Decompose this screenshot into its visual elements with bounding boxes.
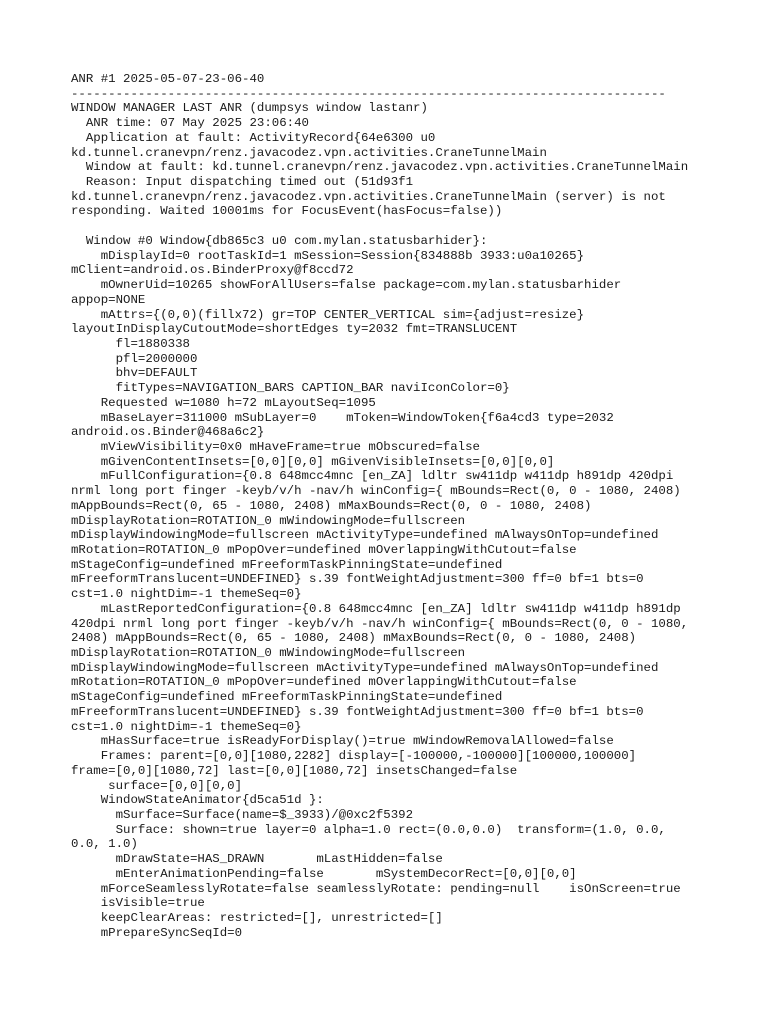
log-line: layoutInDisplayCutoutMode=shortEdges ty=2032 fmt=TRANSLUCENT (71, 322, 518, 337)
log-line: mSurface=Surface(name=$_3933)/@0xc2f5392 (71, 807, 414, 822)
log-line: isVisible=true (71, 896, 205, 911)
log-line: mEnterAnimationPending=false mSystemDecorRect=[0,0][0,0] (71, 866, 577, 881)
anr-log-document (71, 72, 761, 940)
log-line: mFullConfiguration={0.8 648mcc4mnc [en_ZA] ldltr sw411dp w411dp h891dp 420dpi (71, 469, 674, 484)
log-line: mAppBounds=Rect(0, 65 - 1080, 2408) mMaxBounds=Rect(0, 0 - 1080, 2408) (71, 498, 592, 513)
log-line: cst=1.0 nightDim=-1 themeSeq=0} (71, 719, 302, 734)
log-line: mForceSeamlesslyRotate=false seamlesslyRotate: pending=null isOnScreen=true (71, 881, 681, 896)
log-line: 420dpi nrml long port finger -keyb/v/h -nav/h winConfig={ mBounds=Rect(0, 0 - 1080, (71, 616, 689, 631)
log-line: 2408) mAppBounds=Rect(0, 65 - 1080, 2408) mMaxBounds=Rect(0, 0 - 1080, 2408) (71, 631, 637, 646)
log-line: Surface: shown=true layer=0 alpha=1.0 rect=(0.0,0.0) transform=(1.0, 0.0, (71, 822, 666, 837)
log-line: mClient=android.os.BinderProxy@f8ccd72 (71, 263, 354, 278)
log-line: pfl=2000000 (71, 351, 198, 366)
log-line: mOwnerUid=10265 showForAllUsers=false package=com.mylan.statusbarhider (71, 278, 622, 293)
log-line: android.os.Binder@468a6c2} (71, 425, 265, 440)
log-line: bhv=DEFAULT (71, 366, 198, 381)
log-line: mFreeformTranslucent=UNDEFINED} s.39 fontWeightAdjustment=300 ff=0 bf=1 bts=0 (71, 572, 644, 587)
log-line: mDisplayRotation=ROTATION_0 mWindowingMode=fullscreen (71, 513, 466, 528)
log-line: kd.tunnel.cranevpn/renz.javacodez.vpn.activities.CraneTunnelMain (71, 145, 547, 160)
log-line: surface=[0,0][0,0] (71, 778, 243, 793)
log-line: mDisplayWindowingMode=fullscreen mActivityType=undefined mAlwaysOnTop=undefined (71, 528, 659, 543)
log-line: mDisplayRotation=ROTATION_0 mWindowingMode=fullscreen (71, 646, 466, 661)
log-line: mFreeformTranslucent=UNDEFINED} s.39 fontWeightAdjustment=300 ff=0 bf=1 bts=0 (71, 704, 644, 719)
log-line: 0.0, 1.0) (71, 837, 138, 852)
log-line: mStageConfig=undefined mFreeformTaskPinningState=undefined (71, 557, 503, 572)
log-line: nrml long port finger -keyb/v/h -nav/h winConfig={ mBounds=Rect(0, 0 - 1080, 2408) (71, 484, 681, 499)
log-line: fitTypes=NAVIGATION_BARS CAPTION_BAR naviIconColor=0} (71, 381, 510, 396)
log-line: keepClearAreas: restricted=[], unrestricted=[] (71, 910, 443, 925)
log-line: mLastReportedConfiguration={0.8 648mcc4mnc [en_ZA] ldltr sw411dp w411dp h891dp (71, 601, 681, 616)
log-line: mAttrs={(0,0)(fillx72) gr=TOP CENTER_VERTICAL sim={adjust=resize} (71, 307, 585, 322)
log-line: Application at fault: ActivityRecord{64e6300 u0 (71, 130, 436, 145)
log-line: Reason: Input dispatching timed out (51d93f1 (71, 175, 414, 190)
log-line: ANR #1 2025-05-07-23-06-40 (71, 72, 265, 86)
log-line: responding. Waited 10001ms for FocusEvent(hasFocus=false)) (71, 204, 503, 219)
log-line: mDisplayWindowingMode=fullscreen mActivityType=undefined mAlwaysOnTop=undefined (71, 660, 659, 675)
log-line: mRotation=ROTATION_0 mPopOver=undefined mOverlappingWithCutout=false (71, 543, 577, 557)
log-line: mDisplayId=0 rootTaskId=1 mSession=Session{834888b 3933:u0a10265} (71, 248, 585, 263)
log-line: -------------------------------------------------------------------------------- (71, 86, 666, 101)
log-line: mStageConfig=undefined mFreeformTaskPinningState=undefined (71, 690, 503, 705)
log-line: Frames: parent=[0,0][1080,2282] display=[-100000,-100000][100000,100000] (71, 749, 637, 764)
log-line: appop=NONE (71, 292, 146, 307)
log-line: Requested w=1080 h=72 mLayoutSeq=1095 (71, 395, 376, 410)
log-line: WindowStateAnimator{d5ca51d }: (71, 793, 324, 808)
log-line (71, 219, 761, 234)
log-line: mGivenContentInsets=[0,0][0,0] mGivenVisibleInsets=[0,0][0,0] (71, 454, 555, 469)
log-line: mPrepareSyncSeqId=0 (71, 925, 243, 940)
log-line: mViewVisibility=0x0 mHaveFrame=true mObscured=false (71, 439, 480, 454)
log-line: mBaseLayer=311000 mSubLayer=0 mToken=WindowToken{f6a4cd3 type=2032 (71, 410, 614, 425)
log-line: Window at fault: kd.tunnel.cranevpn/renz.javacodez.vpn.activities.CraneTunnelMain (71, 160, 689, 175)
log-line: Window #0 Window{db865c3 u0 com.mylan.statusbarhider}: (71, 233, 488, 248)
log-line: mDrawState=HAS_DRAWN mLastHidden=false (71, 852, 443, 867)
log-line: cst=1.0 nightDim=-1 themeSeq=0} (71, 587, 302, 602)
log-line: frame=[0,0][1080,72] last=[0,0][1080,72] insetsChanged=false (71, 763, 518, 778)
log-line: mHasSurface=true isReadyForDisplay()=true mWindowRemovalAllowed=false (71, 734, 614, 749)
log-line: WINDOW MANAGER LAST ANR (dumpsys window lastanr) (71, 101, 428, 116)
log-line: kd.tunnel.cranevpn/renz.javacodez.vpn.activities.CraneTunnelMain (server) is not (71, 189, 666, 204)
log-line: fl=1880338 (71, 336, 190, 351)
log-line: ANR time: 07 May 2025 23:06:40 (71, 116, 309, 131)
log-line: mRotation=ROTATION_0 mPopOver=undefined mOverlappingWithCutout=false (71, 675, 577, 690)
